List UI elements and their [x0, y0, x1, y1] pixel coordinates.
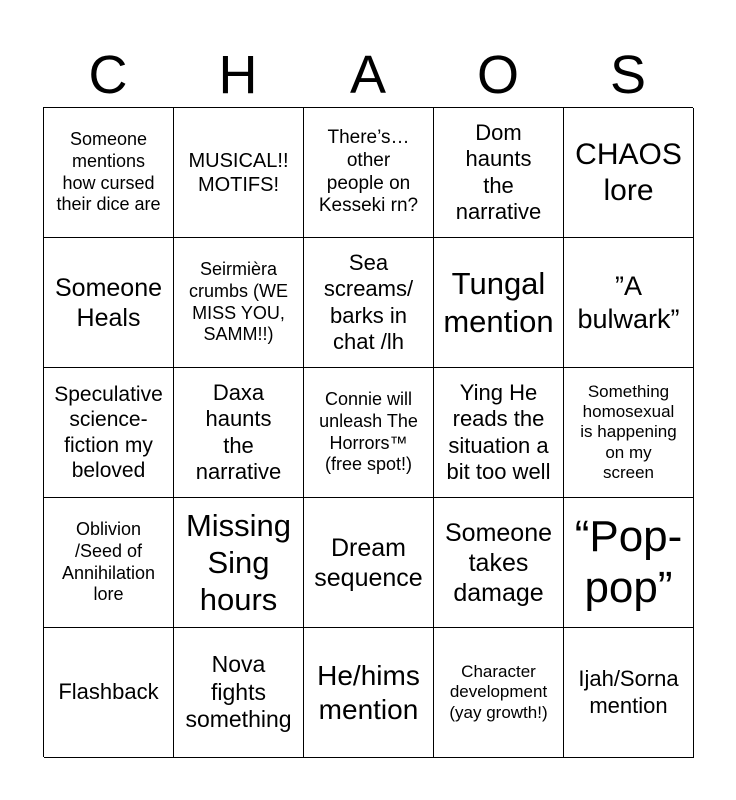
header-letter-s: S: [609, 45, 647, 105]
cell-label: Tungal mention: [443, 266, 554, 339]
bingo-cell-r2c1[interactable]: [44, 238, 174, 368]
bingo-cell-r1c1[interactable]: [44, 108, 174, 238]
bingo-cell-r3c3[interactable]: [304, 368, 434, 498]
bingo-cell-r4c2[interactable]: [174, 498, 304, 628]
bingo-cell-r5c2[interactable]: [174, 628, 304, 758]
cell-label: Missing Sing hours: [185, 507, 292, 618]
cell-label: Ying He reads the situation a bit too well: [446, 379, 551, 484]
bingo-cell-r4c5[interactable]: [564, 498, 694, 628]
bingo-cell-r5c4[interactable]: [434, 628, 564, 758]
bingo-cell-r4c1[interactable]: [44, 498, 174, 628]
bingo-cell-r2c2[interactable]: [174, 238, 304, 368]
bingo-cell-r3c5[interactable]: [564, 368, 694, 498]
bingo-cell-r1c2[interactable]: [174, 108, 304, 238]
bingo-cell-r5c3[interactable]: [304, 628, 434, 758]
cell-label: Someone takes damage: [444, 518, 553, 607]
bingo-header: [43, 44, 693, 106]
cell-label: Sea screams/ barks in chat /lh: [323, 249, 414, 354]
bingo-cell-r4c3[interactable]: [304, 498, 434, 628]
bingo-cell-r5c5[interactable]: [564, 628, 694, 758]
bingo-cell-r2c5[interactable]: [564, 238, 694, 368]
cell-label: Seirmièra crumbs (WE MISS YOU, SAMM!!): [189, 259, 288, 345]
bingo-cell-r5c1[interactable]: [44, 628, 174, 758]
bingo-cell-r4c4[interactable]: [434, 498, 564, 628]
bingo-cell-r3c4[interactable]: [434, 368, 564, 498]
cell-label: CHAOS lore: [575, 137, 682, 207]
cell-label: Dom haunts the narrative: [455, 119, 542, 224]
cell-label: “Pop- pop”: [574, 511, 683, 612]
cell-label: Something homosexual is happening on my screen: [580, 381, 677, 483]
cell-label: Speculative science- fiction my beloved: [54, 383, 163, 482]
cell-label: MUSICAL!! MOTIFS!: [188, 149, 289, 196]
header-letter-c: C: [88, 45, 128, 105]
cell-label: Ijah/Sorna mention: [578, 666, 679, 718]
cell-label: Someone mentions how cursed their dice are: [56, 129, 161, 215]
cell-label: Connie will unleash The Horrors™ (free spot!): [319, 389, 418, 475]
bingo-cell-r2c3[interactable]: [304, 238, 434, 368]
cell-label: There’s… other people on Kesseki rn?: [318, 126, 419, 217]
header-letter-h: H: [218, 45, 258, 105]
cell-label: Someone Heals: [54, 273, 163, 332]
bingo-cell-r2c4[interactable]: [434, 238, 564, 368]
cell-label: Character development (yay growth!): [449, 661, 548, 722]
cell-label: Daxa haunts the narrative: [195, 379, 282, 484]
bingo-cell-r3c1[interactable]: [44, 368, 174, 498]
cell-label: Oblivion /Seed of Annihilation lore: [61, 519, 156, 605]
bingo-cell-r1c4[interactable]: [434, 108, 564, 238]
header-letter-o: O: [476, 45, 519, 105]
cell-label: ”A bulwark”: [577, 271, 680, 334]
bingo-cell-r3c2[interactable]: [174, 368, 304, 498]
cell-label: Flashback: [58, 679, 159, 705]
cell-label: Nova fights something: [185, 651, 292, 733]
header-letter-a: A: [349, 45, 387, 105]
bingo-cell-r1c3[interactable]: [304, 108, 434, 238]
bingo-board: [43, 107, 693, 757]
cell-label: He/hims mention: [317, 659, 420, 725]
bingo-cell-r1c5[interactable]: [564, 108, 694, 238]
cell-label: Dream sequence: [314, 533, 423, 592]
